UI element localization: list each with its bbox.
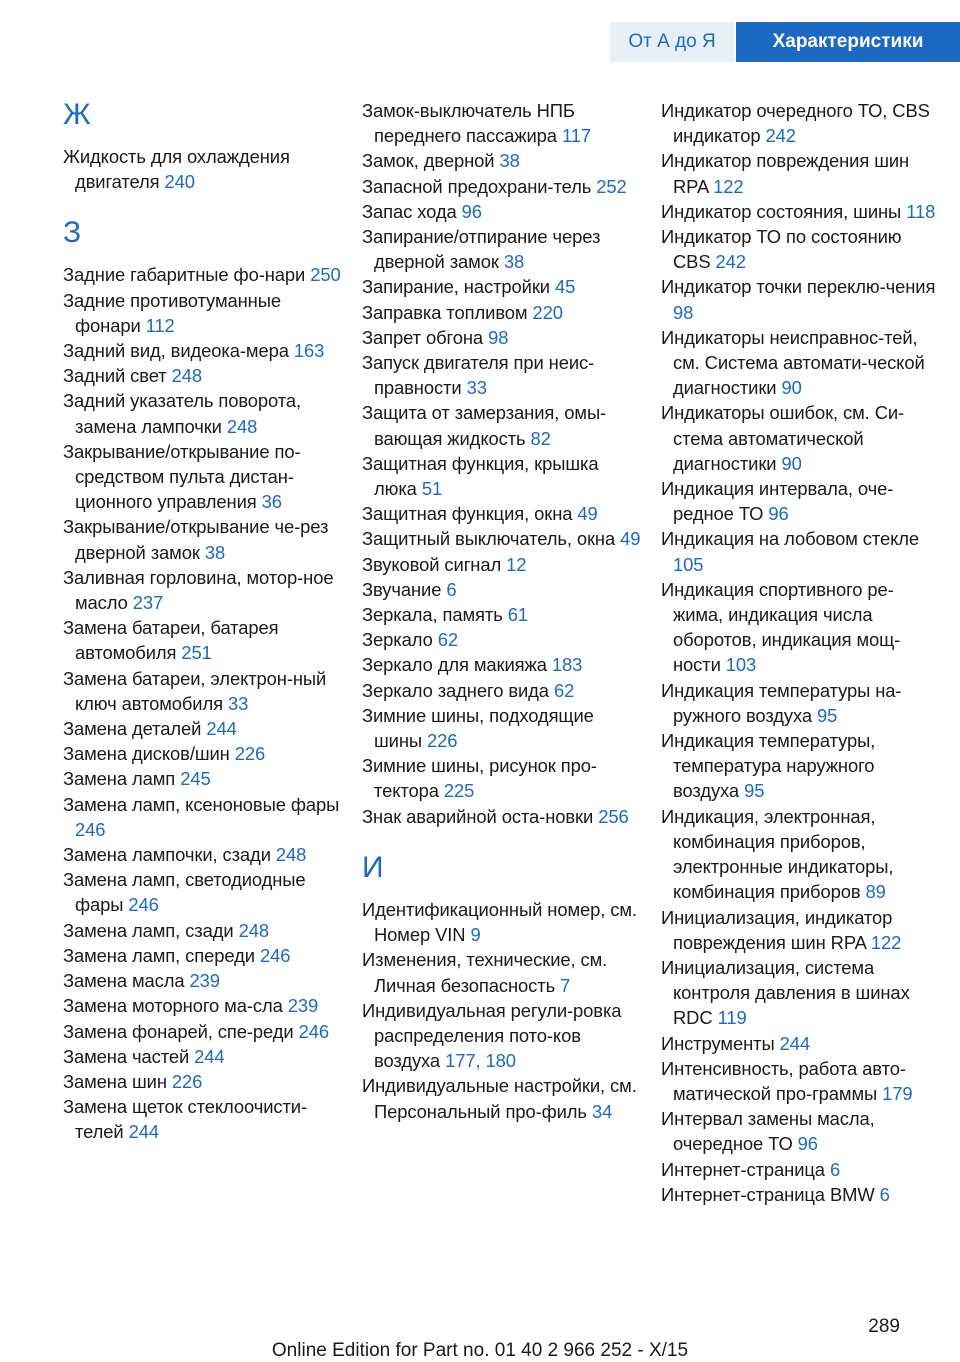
page-reference-link[interactable]: 34: [591, 1100, 613, 1122]
page-reference-link[interactable]: 62: [437, 629, 458, 651]
page-reference-link[interactable]: 220: [532, 301, 563, 323]
page-reference-link[interactable]: 49: [620, 528, 641, 550]
page-reference-link[interactable]: 103: [725, 654, 757, 676]
page-reference-link[interactable]: 96: [461, 200, 482, 222]
entry-term: Зимние шины, подходящие шины: [362, 704, 594, 752]
index-entry: [362, 325, 644, 350]
index-entry: [362, 174, 644, 199]
section-letter: З: [63, 216, 82, 250]
index-entry: [63, 993, 345, 1018]
entry-term: Звуковой сигнал: [362, 553, 502, 575]
page-reference-link[interactable]: 242: [765, 125, 796, 147]
entry-term: Идентификационный номер, см. Номер VIN: [362, 898, 637, 946]
entry-term: Замена дисков/шин: [63, 743, 230, 765]
page-reference-link[interactable]: 98: [488, 326, 509, 348]
entry-term: Изменения, технические, см. Личная безопасность: [362, 949, 608, 996]
entry-term: Зеркала, память: [362, 604, 503, 626]
index-entry: [362, 300, 644, 325]
page-reference-link[interactable]: 33: [227, 692, 249, 714]
page-reference-link[interactable]: 244: [194, 1045, 225, 1067]
page-reference-link[interactable]: 12: [506, 553, 527, 575]
page-reference-link[interactable]: 6: [879, 1183, 890, 1205]
entry-term: Индикация интервала, оче-редное ТО: [661, 478, 894, 525]
entry-term: Замок, дверной: [362, 150, 495, 172]
entry-term: Зеркало заднего вида: [362, 679, 549, 701]
page-reference-link[interactable]: 244: [779, 1032, 810, 1054]
index-entry: [661, 955, 943, 1031]
page-reference-link[interactable]: 9: [470, 924, 481, 946]
page-reference-link[interactable]: 248: [238, 919, 269, 941]
page-reference-link[interactable]: 179: [882, 1082, 913, 1104]
entry-term: Запас хода: [362, 200, 457, 222]
index-entry: [362, 602, 644, 627]
index-entry: [63, 144, 345, 194]
entry-term: Интервал замены масла, очередное ТО: [661, 1108, 875, 1155]
entry-term: Индикаторы неисправнос-тей, см. Система автомати-ческой диагностики: [661, 326, 925, 399]
page-reference-link[interactable]: 96: [768, 503, 789, 525]
entry-term: Задний указатель поворота, замена лампочки: [63, 390, 302, 437]
index-entry: [661, 1056, 943, 1106]
entry-term: Замена шин: [63, 1070, 167, 1092]
entry-term: Интернет-страница BMW: [661, 1183, 875, 1205]
page-reference-link[interactable]: 6: [446, 578, 457, 600]
index-entry: [63, 262, 345, 287]
entry-term: Замена щеток стеклоочисти-телей: [63, 1096, 307, 1143]
entry-term: Индикаторы ошибок, см. Си-стема автоматической диагностики: [661, 402, 905, 474]
entry-term: Индикатор точки переклю-чения: [661, 276, 936, 298]
entry-term: Замена ламп, спереди: [63, 944, 255, 966]
entry-term: Замена ламп: [63, 768, 176, 790]
index-column-3: [661, 98, 943, 1207]
page-reference-link[interactable]: 36: [261, 491, 282, 513]
entry-term: Индивидуальные настройки, см. Персональный про-филь: [362, 1075, 637, 1122]
index-entry: [362, 753, 644, 803]
index-entry: [63, 338, 345, 363]
page-reference-link[interactable]: 248: [275, 844, 307, 866]
page-reference-link[interactable]: 51: [421, 478, 443, 500]
entry-term: Индикатор ТО по состоянию CBS: [661, 226, 902, 273]
index-entry: [362, 98, 644, 148]
entry-term: Задние противотуманные фонари: [63, 289, 281, 336]
page-reference-link[interactable]: 244: [206, 718, 237, 740]
index-entry: [362, 1073, 644, 1123]
page-reference-link[interactable]: 82: [530, 427, 551, 449]
page-number: 289: [868, 1316, 900, 1337]
entry-term: Запасной предохрани-тель: [362, 175, 592, 197]
entry-term: Замена ламп, светодиодные фары: [63, 869, 306, 916]
index-column-2: [362, 98, 644, 1124]
entry-term: Заливная горловина, мотор-ное масло: [63, 566, 334, 614]
page-reference-link[interactable]: 38: [204, 541, 226, 563]
index-entry: [661, 1106, 943, 1156]
entry-term: Замена ламп, сзади: [63, 919, 234, 941]
section-letter: И: [362, 850, 384, 884]
index-entry: [63, 388, 345, 438]
footer-edition: Online Edition for Part no. 01 40 2 966 252 - X/15: [271, 1340, 689, 1361]
entry-term: Индикация на лобовом стекле: [661, 528, 920, 550]
page-reference-link[interactable]: 95: [744, 780, 765, 802]
entry-term: Закрывание/открывание по-средством пульта дистан-ционного управления: [63, 440, 301, 513]
entry-term: Заправка топливом: [362, 301, 528, 323]
entry-term: Индикация температуры на-ружного воздуха: [661, 679, 902, 726]
page-reference-link[interactable]: 245: [180, 768, 211, 790]
index-entry: [362, 552, 644, 577]
entry-term: Замена деталей: [63, 718, 202, 740]
index-entry: [63, 1044, 345, 1069]
page-reference-link[interactable]: 226: [171, 1070, 203, 1092]
page-reference-link[interactable]: 237: [132, 592, 164, 614]
tab-specifications[interactable]: Характеристики: [736, 22, 960, 62]
page-reference-link[interactable]: 256: [598, 805, 629, 827]
index-entry: [661, 274, 943, 324]
index-entry: [63, 514, 345, 564]
index-entry: [63, 766, 345, 791]
index-entry: [661, 1031, 943, 1056]
page-reference-link[interactable]: 96: [797, 1133, 818, 1155]
page-reference-link[interactable]: 122: [870, 931, 902, 953]
entry-term: Замена частей: [63, 1045, 190, 1067]
page-reference-link[interactable]: 95: [817, 704, 838, 726]
page-reference-link[interactable]: 33: [466, 377, 487, 399]
index-entry: [661, 905, 943, 955]
index-entry: [661, 476, 943, 526]
page-reference-link[interactable]: 244: [128, 1121, 159, 1143]
index-entry: [362, 148, 644, 173]
index-entry: [661, 400, 943, 476]
header-bar: [0, 0, 960, 62]
index-entry: [362, 224, 644, 274]
page-reference-link[interactable]: 240: [164, 171, 195, 193]
index-entry: [362, 451, 644, 501]
page-reference-link[interactable]: 117: [561, 125, 591, 147]
page-reference-link[interactable]: 90: [781, 452, 802, 474]
page-reference-link[interactable]: 246: [75, 818, 106, 840]
page-reference-link[interactable]: 242: [715, 251, 746, 273]
entry-term: Индивидуальная регули-ровка распределения пото-ков воздуха: [362, 999, 622, 1072]
index-entry: [362, 400, 644, 450]
index-entry: [63, 867, 345, 917]
page-reference-link[interactable]: 38: [499, 150, 520, 172]
index-entry: [362, 501, 644, 526]
entry-term: Запирание/отпирание через дверной замок: [362, 226, 601, 273]
index-entry: [661, 728, 943, 804]
page-reference-link[interactable]: 252: [596, 175, 627, 197]
page-reference-link[interactable]: 163: [293, 340, 325, 362]
page-reference-link[interactable]: 38: [503, 251, 525, 273]
entry-term: Задний свет: [63, 365, 167, 387]
index-entry: [63, 943, 345, 968]
index-entry: [661, 148, 943, 198]
index-entry: [661, 199, 943, 224]
entry-term: Задний вид, видеока-мера: [63, 340, 289, 362]
index-entry: [362, 897, 644, 947]
index-entry: [362, 577, 644, 602]
index-entry: [63, 363, 345, 388]
page-reference-link[interactable]: 105: [673, 553, 704, 575]
entry-term: Интернет-страница: [661, 1158, 825, 1180]
entry-term: Защитный выключатель, окна: [362, 528, 616, 550]
page-reference-link[interactable]: 248: [226, 415, 258, 437]
page-reference-link[interactable]: 118: [906, 200, 936, 222]
page-reference-link[interactable]: 226: [234, 743, 266, 765]
entry-term: Инициализация, система контроля давления в шинах RDC: [661, 956, 910, 1029]
index-entry: [63, 968, 345, 993]
entry-term: Зеркало для макияжа: [362, 654, 547, 676]
page-reference-link[interactable]: 89: [865, 881, 886, 903]
tab-alphabet[interactable]: От А до Я: [610, 22, 734, 62]
entry-term: Замена лампочки, сзади: [63, 844, 271, 866]
index-entry: [362, 703, 644, 753]
entry-term: Замена моторного ма-сла: [63, 995, 283, 1017]
entry-term: Замена батареи, батарея автомобиля: [63, 617, 279, 664]
page-reference-link[interactable]: 49: [577, 503, 598, 525]
entry-term: Зеркало: [362, 629, 433, 651]
entry-term: Замок-выключатель НПБ переднего пассажира: [362, 100, 575, 147]
entry-term: Зимние шины, рисунок про-тектора: [362, 755, 597, 802]
entry-term: Замена фонарей, спе-реди: [63, 1020, 294, 1042]
index-entry: [362, 804, 644, 829]
page-reference-link[interactable]: 6: [829, 1158, 841, 1180]
index-entry: [661, 1182, 943, 1207]
page-reference-link[interactable]: 226: [427, 730, 458, 752]
index-entry: [661, 804, 943, 905]
section-letter: Ж: [63, 98, 91, 131]
page-reference-link[interactable]: 225: [443, 780, 475, 802]
page-reference-link[interactable]: 45: [554, 276, 576, 298]
page-reference-link[interactable]: 177, 180: [445, 1050, 516, 1072]
index-entry: [63, 741, 345, 766]
index-entry: [63, 1094, 345, 1144]
entry-term: Закрывание/открывание че-рез дверной замок: [63, 516, 329, 563]
entry-term: Защитная функция, окна: [362, 503, 573, 525]
index-entry: [63, 565, 345, 615]
page-reference-link[interactable]: 246: [259, 944, 291, 966]
index-entry: [661, 577, 943, 678]
index-entry: [362, 947, 644, 997]
entry-term: Индикатор очередного ТО, CBS индикатор: [661, 100, 930, 147]
index-entry: [63, 615, 345, 665]
index-entry: [63, 439, 345, 515]
entry-term: Индикатор повреждения шин RPA: [661, 150, 910, 197]
entry-term: Защита от замерзания, омы-вающая жидкость: [362, 402, 607, 449]
index-entry: [362, 526, 644, 551]
entry-term: Индикация температуры, температура наружного воздуха: [661, 730, 876, 802]
index-entry: [362, 274, 644, 299]
entry-term: Жидкость для охлаждения двигателя: [63, 146, 290, 193]
entry-term: Запрет обгона: [362, 326, 484, 348]
page-reference-link[interactable]: 61: [507, 604, 528, 626]
entry-term: Замена батареи, электрон-ный ключ автомобиля: [63, 667, 327, 714]
page-reference-link[interactable]: 112: [145, 314, 175, 336]
page-reference-link[interactable]: 239: [189, 970, 220, 992]
index-column-1: [63, 98, 345, 1145]
entry-term: Инициализация, индикатор повреждения шин RPA: [661, 906, 893, 953]
entry-term: Защитная функция, крышка люка: [362, 452, 599, 500]
page-reference-link[interactable]: 119: [717, 1007, 747, 1029]
page-reference-link[interactable]: 183: [551, 654, 583, 676]
index-entry: [661, 1157, 943, 1182]
page-reference-link[interactable]: 246: [298, 1020, 329, 1042]
index-entry: [661, 98, 943, 148]
index-entry: [63, 288, 345, 338]
entry-term: Индикатор состояния, шины: [661, 200, 902, 222]
entry-term: Запуск двигателя при неис-правности: [362, 352, 595, 399]
entry-term: Индикация спортивного ре-жима, индикация числа оборотов, индикация мощ-ности: [661, 578, 901, 676]
page-reference-link[interactable]: 90: [781, 377, 802, 399]
entry-term: Интенсивность, работа авто-матической про-граммы: [661, 1057, 906, 1104]
index-entry: [661, 224, 943, 274]
index-entry: [362, 652, 644, 677]
index-entry: [362, 998, 644, 1074]
page-reference-link[interactable]: 251: [181, 642, 212, 664]
page-reference-link[interactable]: 62: [553, 679, 575, 701]
page-reference-link[interactable]: 7: [560, 974, 571, 996]
index-entry: [63, 1019, 345, 1044]
page-reference-link[interactable]: 239: [287, 995, 319, 1017]
index-entry: [63, 918, 345, 943]
entry-term: Замена ламп, ксеноновые фары: [63, 793, 340, 815]
page-reference-link[interactable]: 122: [713, 175, 744, 197]
page-reference-link[interactable]: 246: [128, 894, 159, 916]
entry-term: Инструменты: [661, 1032, 775, 1054]
entry-term: Звучание: [362, 578, 442, 600]
entry-term: Замена масла: [63, 970, 185, 992]
index-entry: [63, 842, 345, 867]
entry-term: Задние габаритные фо-нари: [63, 264, 306, 286]
index-entry: [362, 627, 644, 652]
page-reference-link[interactable]: 250: [310, 264, 341, 286]
index-entry: [362, 678, 644, 703]
index-entry: [661, 325, 943, 401]
index-entry: [63, 792, 345, 842]
index-entry: [63, 1069, 345, 1094]
index-entry: [661, 526, 943, 576]
index-entry: [362, 350, 644, 400]
entry-term: Знак аварийной оста-новки: [362, 805, 594, 827]
index-entry: [362, 199, 644, 224]
page-reference-link[interactable]: 248: [171, 365, 202, 387]
entry-term: Запирание, настройки: [362, 276, 550, 298]
entry-term: Индикация, электронная, комбинация приборов, электронные индикаторы, комбинация приборов: [661, 805, 894, 903]
page-reference-link[interactable]: 98: [673, 301, 694, 323]
index-entry: [63, 666, 345, 716]
index-entry: [63, 716, 345, 741]
index-entry: [661, 678, 943, 728]
